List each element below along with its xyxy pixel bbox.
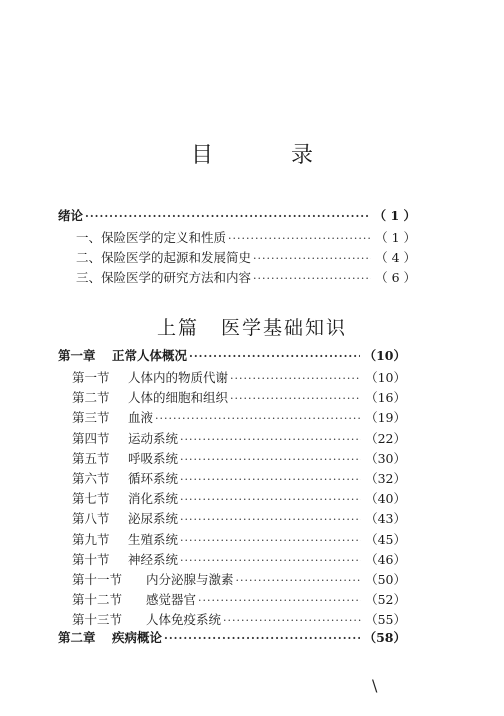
toc-entry-label: 三、保险医学的研究方法和内容: [76, 270, 252, 285]
toc-section-entry[interactable]: [72, 590, 406, 610]
toc-page-number: （ 1 ）: [373, 208, 416, 223]
dot-leader: [180, 450, 361, 470]
section-number: 第十三节: [72, 612, 123, 628]
section-title: 神经系统: [128, 551, 179, 567]
section-number: 第十二节: [72, 592, 123, 608]
dot-leader: [155, 409, 361, 429]
dot-leader: [189, 347, 360, 367]
dot-leader: [230, 389, 361, 409]
section-number: 第四节: [72, 430, 110, 446]
toc-page-number: （ 4 ）: [375, 250, 416, 265]
dot-leader: [180, 430, 361, 450]
section-title: 人体内的物质代谢: [128, 370, 229, 385]
toc-page-number: （19）: [365, 410, 406, 426]
part-heading: [0, 313, 504, 340]
toc-page-number: （43）: [365, 511, 406, 527]
toc-entry[interactable]: [76, 228, 416, 248]
toc-page-number: （16）: [365, 390, 406, 406]
toc-page-number: （46）: [365, 551, 406, 567]
dot-leader: [253, 249, 371, 269]
section-title: 泌尿系统: [128, 511, 179, 527]
toc-page-number: （10）: [365, 370, 406, 385]
dot-leader: [85, 207, 370, 227]
section-title: 内分泌腺与激素: [146, 572, 234, 587]
toc-page-number: （22）: [365, 430, 406, 446]
toc-section-entry[interactable]: [72, 530, 406, 550]
chapter-number: 第二章: [58, 630, 96, 645]
toc-page-number: （45）: [365, 531, 406, 547]
toc-section-entry[interactable]: [72, 449, 406, 469]
section-title: 呼吸系统: [128, 450, 179, 466]
section-title: 循环系统: [128, 471, 179, 486]
section-number: 第九节: [72, 531, 110, 547]
section-title: 消化系统: [128, 491, 179, 507]
margin-mark: \: [372, 676, 378, 695]
toc-section-entry[interactable]: [72, 509, 406, 529]
toc-entry-label: 一、保险医学的定义和性质: [76, 230, 227, 245]
toc-page-number: （50）: [365, 572, 406, 587]
dot-leader: [230, 369, 361, 389]
toc-section-entry[interactable]: [72, 429, 406, 449]
chapter-title: 正常人体概况: [112, 348, 188, 363]
toc-section-entry[interactable]: [72, 550, 406, 570]
dot-leader: [228, 229, 371, 249]
section-title: 运动系统: [128, 430, 179, 446]
page-title: 目 录: [190, 143, 341, 168]
dot-leader: [164, 629, 360, 649]
toc-section-entry[interactable]: [72, 489, 406, 509]
toc-entry-label: 二、保险医学的起源和发展简史: [76, 250, 252, 265]
section-title: 人体免疫系统: [146, 612, 222, 628]
section-number: 第五节: [72, 450, 110, 466]
dot-leader: [180, 551, 361, 571]
toc-page-number: （40）: [365, 491, 406, 507]
dot-leader: [180, 470, 361, 490]
toc-page-number: （ 6 ）: [375, 270, 416, 285]
part-name: 上篇: [156, 317, 199, 339]
dot-leader: [180, 490, 361, 510]
section-title: 人体的细胞和组织: [128, 390, 229, 406]
toc-section-entry[interactable]: [72, 408, 406, 428]
dot-leader: [236, 571, 362, 591]
toc-page-number: （10）: [363, 348, 406, 363]
dot-leader: [180, 531, 361, 551]
toc-entry-intro[interactable]: [58, 206, 416, 226]
toc-entry[interactable]: [76, 268, 416, 288]
toc-page-number: （52）: [365, 592, 406, 608]
section-number: 第七节: [72, 491, 110, 507]
toc-page-number: （55）: [365, 612, 406, 628]
section-number: 第六节: [72, 471, 110, 486]
section-number: 第八节: [72, 511, 110, 527]
toc-page-number: （58）: [363, 630, 406, 645]
toc-chapter-2[interactable]: [58, 628, 406, 648]
toc-entry-label: 绪论: [58, 208, 84, 223]
section-number: 第三节: [72, 410, 110, 426]
dot-leader: [198, 591, 361, 611]
part-title-text: 医学基础知识: [221, 317, 348, 339]
section-number: 第十节: [72, 551, 110, 567]
chapter-title: 疾病概论: [112, 630, 163, 645]
section-title: 生殖系统: [128, 531, 179, 547]
toc-chapter-1[interactable]: [58, 346, 406, 366]
toc-section-entry[interactable]: [72, 388, 406, 408]
toc-entry[interactable]: [76, 248, 416, 268]
toc-section-entry[interactable]: [72, 570, 406, 590]
toc-section-entry[interactable]: [72, 469, 406, 489]
toc-page-number: （30）: [365, 450, 406, 466]
section-title: 血液: [128, 410, 154, 426]
toc-page-number: （ 1 ）: [375, 230, 416, 245]
dot-leader: [253, 269, 371, 289]
toc-section-entry[interactable]: [72, 368, 406, 388]
section-number: 第一节: [72, 370, 110, 385]
dot-leader: [180, 510, 361, 530]
section-number: 第二节: [72, 390, 110, 406]
section-number: 第十一节: [72, 572, 123, 587]
toc-page-number: （32）: [365, 471, 406, 486]
chapter-number: 第一章: [58, 348, 96, 363]
section-title: 感觉器官: [146, 592, 197, 608]
